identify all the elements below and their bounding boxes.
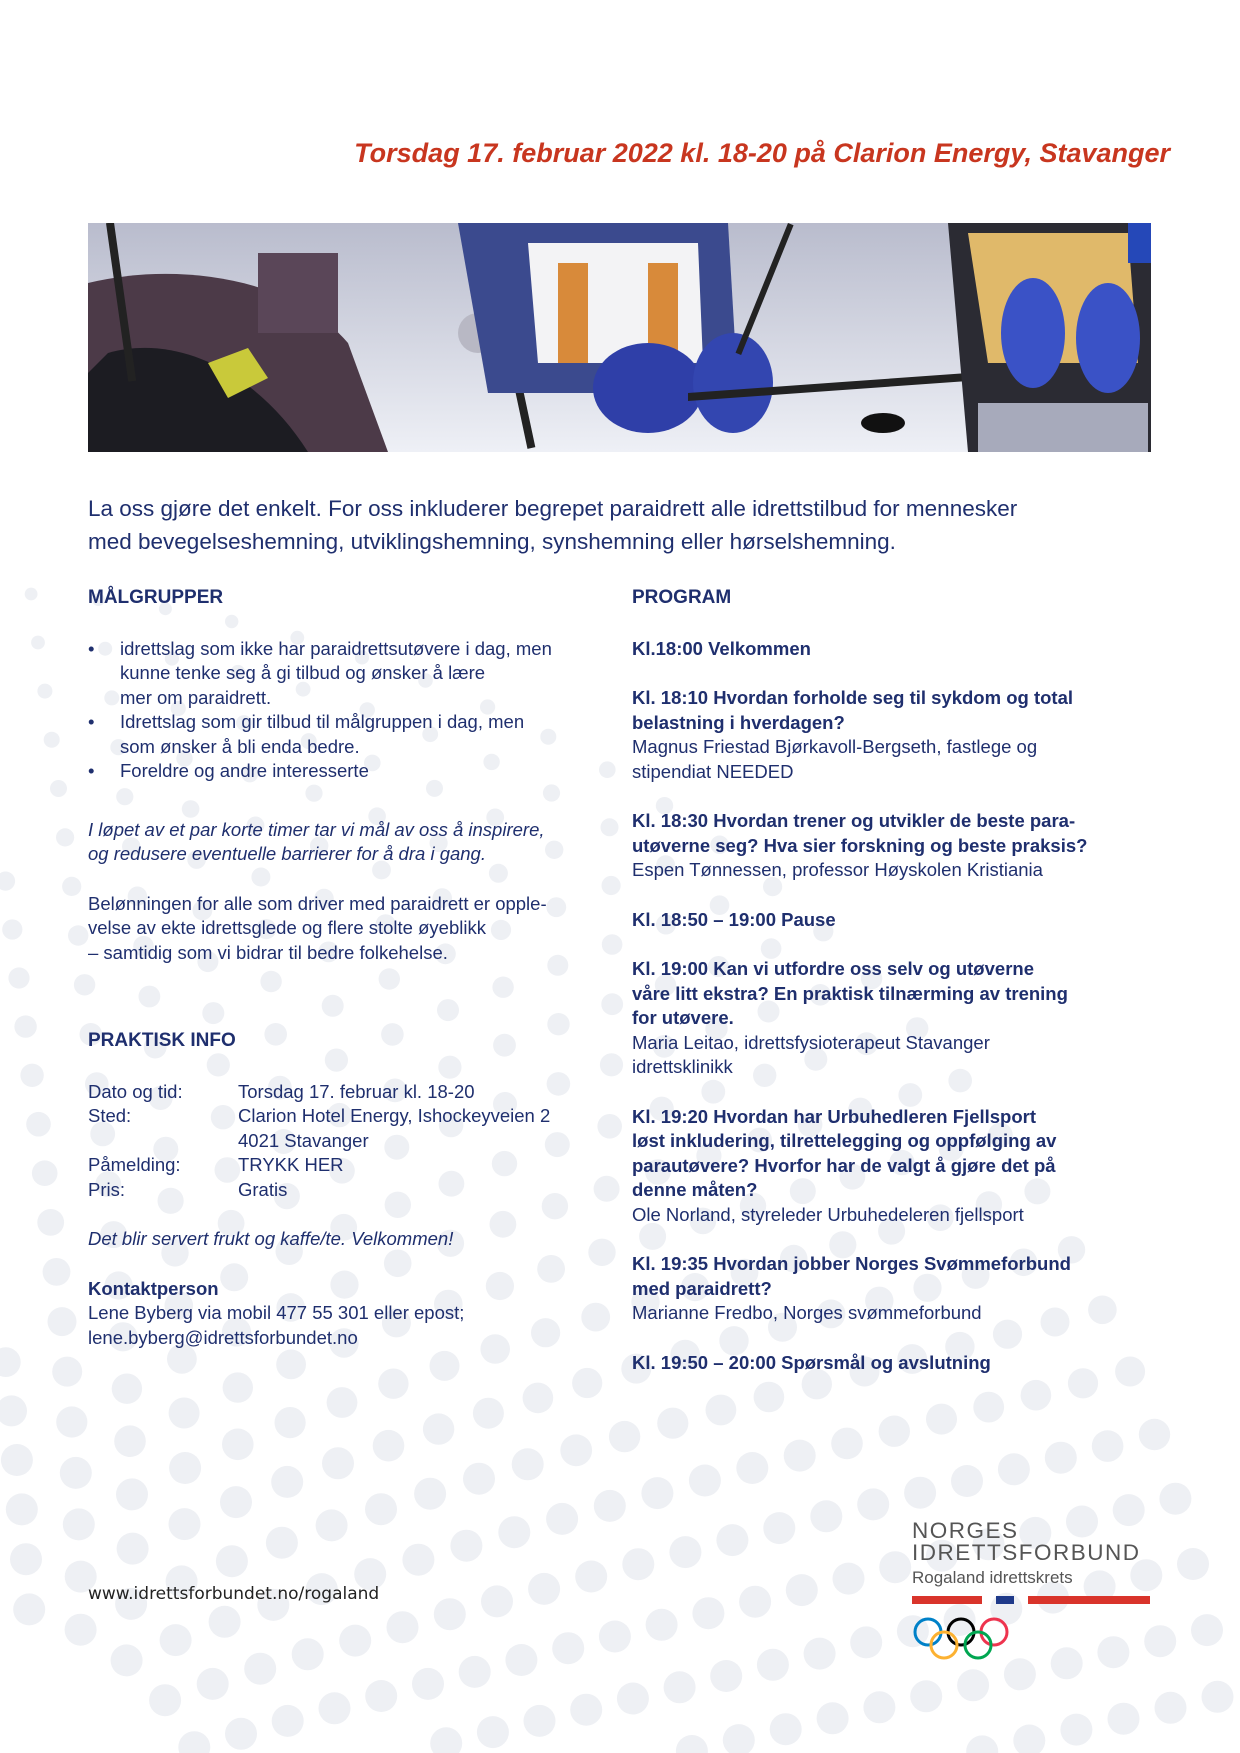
background-dot	[322, 1447, 354, 1479]
background-dot	[757, 1649, 789, 1681]
background-dot	[160, 1624, 192, 1656]
background-dot	[1013, 1725, 1045, 1753]
info-value	[238, 1178, 628, 1203]
background-dot	[857, 1488, 889, 1520]
background-dot	[450, 1530, 482, 1562]
background-dot	[169, 1398, 200, 1429]
background-dot	[463, 1463, 495, 1495]
background-dot	[112, 1374, 142, 1404]
background-dot	[966, 1735, 998, 1753]
info-value	[238, 1080, 628, 1105]
background-dot	[111, 1644, 143, 1676]
background-dot	[736, 1452, 768, 1484]
background-dot	[850, 1626, 882, 1658]
background-dot	[498, 1516, 530, 1548]
logo-text-norges: NORGES	[912, 1518, 1019, 1543]
program-item	[632, 957, 1157, 1080]
background-dot	[169, 1452, 201, 1484]
background-dot	[879, 1416, 910, 1447]
background-dot	[52, 1357, 82, 1387]
background-dot	[220, 1486, 252, 1518]
background-dot	[37, 684, 52, 699]
program-item-title: Kl. 18:50 – 19:00 Pause	[632, 908, 836, 930]
background-dot	[524, 1705, 556, 1737]
info-label: Påmelding:	[88, 1154, 181, 1175]
background-dot	[244, 1653, 276, 1685]
background-dot	[365, 1493, 397, 1525]
background-dot	[8, 967, 29, 988]
background-dot	[664, 1671, 696, 1703]
practical-info-heading: PRAKTISK INFO	[88, 1030, 236, 1051]
background-dot	[1177, 1548, 1209, 1580]
info-row-date	[88, 1080, 628, 1105]
program-item-title: Kl. 19:35 Hvordan jobber Norges Svømmeforbund	[632, 1253, 1071, 1274]
background-dot	[1092, 1430, 1124, 1462]
program-item-title: belastning i hverdagen?	[632, 711, 845, 733]
background-dot	[266, 1527, 298, 1559]
list-item-line: Foreldre og andre interesserte	[120, 760, 369, 781]
background-dot	[641, 1477, 673, 1509]
nif-logo	[912, 1520, 1150, 1667]
intro-line: med bevegelseshemning, utviklingshemning, synshemning eller hørselshemning.	[88, 529, 896, 554]
program-item-title: utøverne seg? Hva sier forskning og beste praksis?	[632, 834, 1088, 856]
background-dot	[477, 1716, 509, 1748]
list-item	[88, 637, 628, 711]
bullet: •	[88, 760, 95, 781]
background-dot	[48, 1307, 77, 1336]
program-item	[632, 809, 1157, 883]
program-item-title: løst inkludering, tilrettelegging og oppfølging av	[632, 1130, 1057, 1151]
list-item	[88, 759, 628, 784]
paragraph-line: Belønningen for alle som driver med paraidrett er opple-	[88, 892, 547, 914]
program-column	[632, 586, 1157, 1400]
program-item-speaker: idrettsklinikk	[632, 1056, 733, 1077]
program-item-title: for utøvere.	[632, 1007, 734, 1028]
background-dot	[65, 1614, 97, 1646]
background-dot	[63, 1508, 95, 1540]
background-dot	[56, 828, 74, 846]
background-dot	[622, 1548, 654, 1580]
program-item-speaker: Espen Tønnessen, professor Høyskolen Kristiania	[632, 859, 1043, 880]
flag-bar-blue	[996, 1596, 1014, 1604]
info-value-line: Torsdag 17. februar kl. 18-20	[238, 1080, 475, 1102]
paragraph-line: og redusere eventuelle barrierer for å dra i gang.	[88, 843, 486, 864]
info-value	[238, 1104, 628, 1153]
background-dot	[572, 1368, 602, 1398]
background-dot	[20, 1064, 43, 1087]
background-dot	[339, 1625, 371, 1657]
program-heading: PROGRAM	[632, 587, 732, 608]
info-row-price	[88, 1178, 628, 1203]
program-item-title: våre litt ekstra? En praktisk tilnærming av trening	[632, 982, 1068, 1004]
background-dot	[716, 1524, 748, 1556]
background-dot	[689, 1465, 721, 1497]
paragraph-line: I løpet av et par korte timer tar vi mål av oss å inspirere,	[88, 818, 545, 840]
background-dot	[222, 1429, 254, 1461]
background-dot	[1191, 1614, 1223, 1646]
background-dot	[31, 636, 45, 650]
background-dot	[44, 732, 60, 748]
event-headline: Torsdag 17. februar 2022 kl. 18-20 på Clarion Energy, Stavanger	[354, 138, 1170, 168]
background-dot	[904, 1477, 936, 1509]
bullet: •	[88, 637, 95, 659]
program-item-title: Kl. 19:20 Hvordan har Urbuhedleren Fjellsport	[632, 1105, 1037, 1127]
background-dot	[512, 1448, 544, 1480]
background-dot	[272, 1705, 304, 1737]
program-item-title: Kl. 19:50 – 20:00 Spørsmål og avslutning	[632, 1351, 991, 1373]
background-dot	[739, 1586, 771, 1618]
practical-info-table	[88, 1080, 628, 1203]
background-dot	[1108, 1703, 1140, 1735]
background-dot	[459, 1656, 491, 1688]
target-groups-heading: MÅLGRUPPER	[88, 587, 224, 608]
background-dot	[373, 1430, 405, 1462]
background-dot	[669, 1536, 701, 1568]
background-dot	[646, 1609, 678, 1641]
background-dot	[804, 1638, 836, 1670]
background-dot	[327, 1387, 358, 1418]
program-item-title: parautøvere? Hvorfor har de valgt å gjøre det på	[632, 1154, 1056, 1176]
background-dot	[552, 1632, 584, 1664]
list-item	[88, 710, 628, 759]
background-dot	[609, 1421, 640, 1452]
background-dot	[784, 1440, 816, 1472]
info-label: Sted:	[88, 1105, 132, 1126]
program-list	[632, 637, 1157, 1376]
program-item-title: denne måten?	[632, 1179, 758, 1200]
served-note: Det blir servert frukt og kaffe/te. Velkommen!	[88, 1228, 454, 1249]
background-dot	[10, 1543, 42, 1575]
program-item-title: Kl. 18:30 Hvordan trener og utvikler de beste para-	[632, 810, 1076, 831]
background-dot	[276, 1350, 306, 1380]
program-item-title: Kl. 19:00 Kan vi utfordre oss selv og utøverne	[632, 958, 1034, 979]
background-dot	[6, 1493, 38, 1525]
background-dot	[37, 1209, 64, 1236]
background-dot	[430, 1351, 460, 1381]
background-dot	[676, 1735, 708, 1753]
background-dot	[62, 877, 81, 896]
background-dot	[1155, 1692, 1187, 1724]
flag-bar-red	[912, 1596, 982, 1604]
background-dot	[114, 1425, 146, 1457]
background-dot	[32, 1160, 58, 1186]
background-dot	[1159, 1483, 1191, 1515]
background-dot	[117, 1533, 149, 1565]
program-item-speaker: Magnus Friestad Bjørkavoll-Bergseth, fastlege og	[632, 736, 1038, 757]
footer-url[interactable]: www.idrettsforbundet.no/rogaland	[88, 1584, 380, 1604]
program-item-speaker: stipendiat NEEDED	[632, 760, 794, 782]
background-dot	[0, 872, 15, 891]
program-item	[632, 1252, 1157, 1326]
background-dot	[1060, 1714, 1092, 1746]
background-dot	[43, 1258, 71, 1286]
list-item-line: idrettslag som ikke har paraidrettsutøvere i dag, men	[120, 637, 552, 659]
background-dot	[710, 1660, 742, 1692]
info-label: Dato og tid:	[88, 1080, 183, 1102]
background-dot	[25, 588, 38, 601]
background-dot	[26, 1112, 51, 1137]
background-dot	[505, 1644, 537, 1676]
reward-paragraph	[88, 892, 628, 966]
program-item	[632, 1351, 1157, 1376]
list-item-line: som ønsker å bli enda bedre.	[120, 735, 360, 757]
background-dot	[546, 1503, 578, 1535]
paragraph-line: – samtidig som vi bidrar til bedre folkehelse.	[88, 941, 448, 963]
background-dot	[319, 1692, 351, 1724]
background-dot	[430, 1727, 462, 1753]
background-dot	[68, 925, 88, 945]
info-value-line: Gratis	[238, 1178, 288, 1200]
list-item-line: mer om paraidrett.	[120, 686, 272, 708]
inspiration-paragraph	[88, 818, 628, 867]
background-dot	[434, 1598, 466, 1630]
background-dot	[56, 1406, 87, 1437]
olympic-rings-icon	[912, 1616, 1012, 1662]
program-item	[632, 908, 1157, 933]
background-dot	[1139, 1419, 1170, 1450]
info-value-line: 4021 Stavanger	[238, 1129, 369, 1151]
background-dot	[879, 1551, 911, 1583]
background-dot	[13, 1593, 45, 1625]
background-dot	[149, 1684, 181, 1716]
background-dot	[2, 919, 22, 939]
program-item-title: Kl.18:00 Velkommen	[632, 637, 811, 659]
background-dot	[414, 1478, 446, 1510]
background-dot	[657, 1408, 688, 1439]
logo-text-idrettsforbund: IDRETTSFORBUND	[912, 1540, 1141, 1565]
program-item-title: med paraidrett?	[632, 1277, 772, 1299]
background-dot	[763, 1512, 795, 1544]
background-dot	[292, 1638, 324, 1670]
list-item-line: Idrettslag som gir tilbud til målgruppen i dag, men	[120, 711, 525, 732]
intro-paragraph	[88, 492, 1148, 558]
background-dot	[523, 1383, 554, 1414]
background-dot	[209, 1606, 241, 1638]
background-dot	[275, 1407, 306, 1438]
info-label: Pris:	[88, 1178, 125, 1200]
program-item-speaker: Maria Leitao, idrettsfysioterapeut Stavanger	[632, 1031, 990, 1053]
background-dot	[1045, 1442, 1077, 1474]
bullet: •	[88, 711, 95, 732]
background-dot	[770, 1713, 802, 1745]
background-dot	[423, 1413, 454, 1444]
background-dot	[528, 1573, 560, 1605]
flag-bar	[912, 1596, 1150, 1604]
sledge-hockey-photo	[88, 223, 1151, 452]
background-dot	[831, 1428, 863, 1460]
background-dot	[560, 1434, 592, 1466]
background-dot	[50, 780, 67, 797]
background-dot	[169, 1508, 201, 1540]
background-dot	[594, 1490, 626, 1522]
program-item	[632, 637, 1157, 662]
background-dot	[723, 1724, 755, 1753]
contact-email[interactable]: lene.byberg@idrettsforbundet.no	[88, 1326, 358, 1348]
background-dot	[216, 1545, 248, 1577]
program-item	[632, 686, 1157, 784]
background-dot	[60, 1457, 92, 1489]
background-dot	[617, 1683, 649, 1715]
registration-link[interactable]: TRYKK HER	[238, 1154, 344, 1175]
background-dot	[570, 1694, 602, 1726]
background-dot	[1202, 1681, 1234, 1713]
background-dot	[833, 1563, 865, 1595]
background-dot	[316, 1509, 348, 1541]
info-row-place	[88, 1104, 628, 1153]
contact-heading: Kontaktperson	[88, 1277, 219, 1299]
background-dot	[402, 1544, 434, 1576]
background-dot	[786, 1574, 818, 1606]
background-dot	[178, 1731, 210, 1753]
background-dot	[0, 1395, 27, 1426]
background-dot	[225, 1718, 257, 1750]
background-dot	[412, 1668, 444, 1700]
paragraph-line: velse av ekte idrettsglede og flere stolte øyeblikk	[88, 917, 486, 938]
background-dot	[473, 1398, 504, 1429]
intro-line: La oss gjøre det enkelt. For oss inkluderer begrepet paraidrett alle idrettstilbud for mennesker	[88, 496, 1018, 521]
flag-bar-red	[1028, 1596, 1150, 1604]
program-item-speaker: Marianne Fredbo, Norges svømmeforbund	[632, 1302, 982, 1323]
background-dot	[14, 1015, 36, 1037]
background-dot	[863, 1691, 895, 1723]
background-dot	[599, 1621, 631, 1653]
list-item-line: kunne tenke seg å gi tilbud og ønsker å lære	[120, 662, 486, 683]
background-dot	[575, 1561, 607, 1593]
background-dot	[910, 1680, 942, 1712]
background-dot	[817, 1702, 849, 1734]
background-dot	[926, 1404, 957, 1435]
info-row-registration	[88, 1153, 628, 1178]
background-dot	[481, 1585, 513, 1617]
background-dot	[1, 1444, 33, 1476]
program-item-speaker: Ole Norland, styreleder Urbuhedeleren fjellsport	[632, 1203, 1024, 1225]
background-dot	[378, 1369, 408, 1399]
background-dot	[692, 1597, 724, 1629]
background-dot	[998, 1453, 1030, 1485]
contact-line: Lene Byberg via mobil 477 55 301 eller epost;	[88, 1302, 465, 1323]
logo-text-region: Rogaland idrettskrets	[912, 1568, 1073, 1587]
left-column	[88, 586, 628, 1350]
background-dot	[223, 1372, 253, 1402]
background-dot	[951, 1465, 983, 1497]
background-dot	[197, 1668, 229, 1700]
background-dot	[957, 1669, 989, 1701]
target-groups-list	[88, 637, 628, 784]
background-dot	[116, 1478, 148, 1510]
background-dot	[387, 1611, 419, 1643]
program-item-title: Kl. 18:10 Hvordan forholde seg til sykdom og total	[632, 687, 1073, 708]
background-dot	[271, 1466, 303, 1498]
background-dot	[365, 1680, 397, 1712]
info-value	[238, 1153, 628, 1178]
background-dot	[0, 1347, 21, 1377]
background-dot	[810, 1500, 842, 1532]
program-item	[632, 1105, 1157, 1228]
info-value-line: Clarion Hotel Energy, Ishockeyveien 2	[238, 1105, 551, 1126]
